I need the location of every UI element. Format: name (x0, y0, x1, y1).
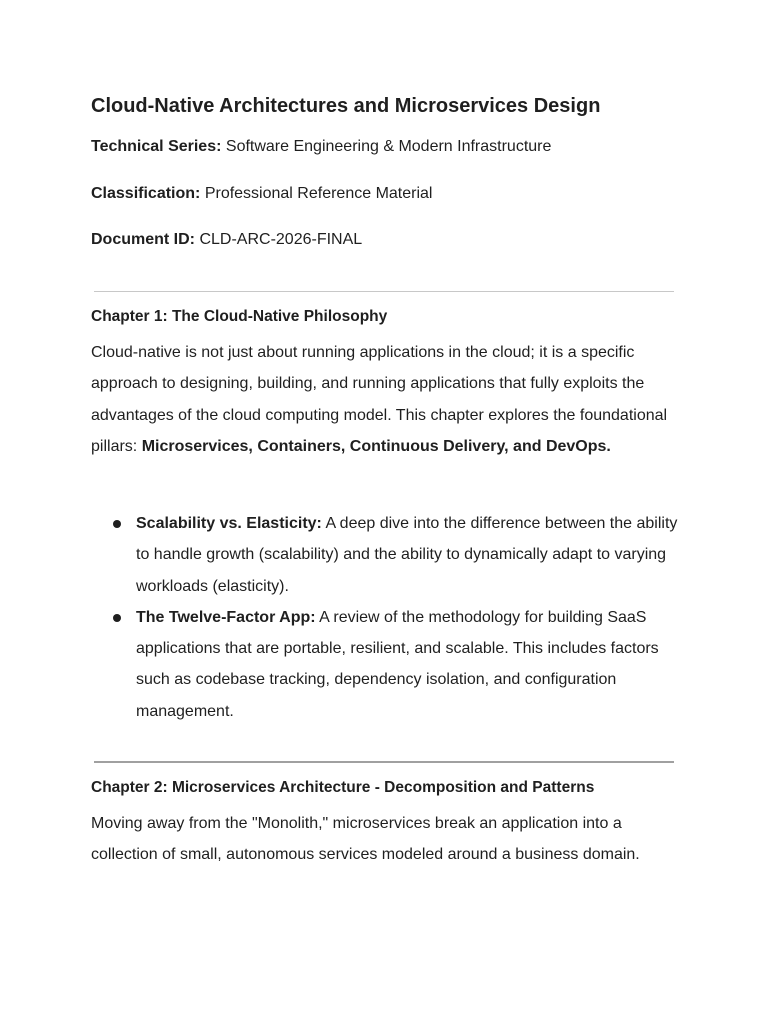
chapter-1-intro (91, 337, 681, 462)
technical-series-label: Technical Series: (91, 138, 222, 155)
document-title: Cloud-Native Architectures and Microservices Design (91, 95, 601, 117)
list-item (91, 602, 681, 727)
document-id-value: CLD-ARC-2026-FINAL (199, 231, 363, 248)
bullet-term: The Twelve-Factor App: (136, 608, 316, 626)
classification-line (91, 183, 432, 205)
chapter-1-heading: Chapter 1: The Cloud-Native Philosophy (91, 308, 388, 325)
section-divider (94, 291, 674, 292)
list-item (91, 508, 681, 602)
bullet-text: A deep dive into the difference between the ability to handle growth (scalability) and the ability to dynamically adapt to varying workloads (elasticity). (136, 515, 678, 595)
section-divider (94, 761, 674, 763)
chapter-1-bullet-list (91, 508, 681, 727)
technical-series-value: Software Engineering & Modern Infrastructure (225, 138, 552, 155)
classification-value: Professional Reference Material (204, 185, 433, 202)
bullet-text: A review of the methodology for building SaaS applications that are portable, resilient, and scalable. This includes factors such as codebase tracking, dependency isolation, and configuration management. (136, 608, 659, 720)
technical-series-line (91, 136, 551, 158)
bullet-icon (113, 520, 121, 528)
chapter-1-intro-text: Cloud-native is not just about running applications in the cloud; it is a specific approach to designing, building, and running applications that fully exploits the advantages of the cloud computing model. This chapter explores the foundational pillars: (91, 344, 668, 455)
classification-label: Classification: (91, 185, 201, 202)
bullet-term: Scalability vs. Elasticity: (136, 515, 322, 532)
chapter-2-intro: Moving away from the "Monolith," microservices break an application into a collection of small, autonomous services modeled around a business domain. (91, 815, 640, 864)
document-id-label: Document ID: (91, 231, 195, 248)
chapter-2-heading: Chapter 2: Microservices Architecture - Decomposition and Patterns (91, 779, 595, 796)
bullet-icon (113, 614, 121, 622)
document-id-line (91, 229, 362, 251)
chapter-1-intro-bold: Microservices, Containers, Continuous Delivery, and DevOps. (141, 437, 611, 455)
